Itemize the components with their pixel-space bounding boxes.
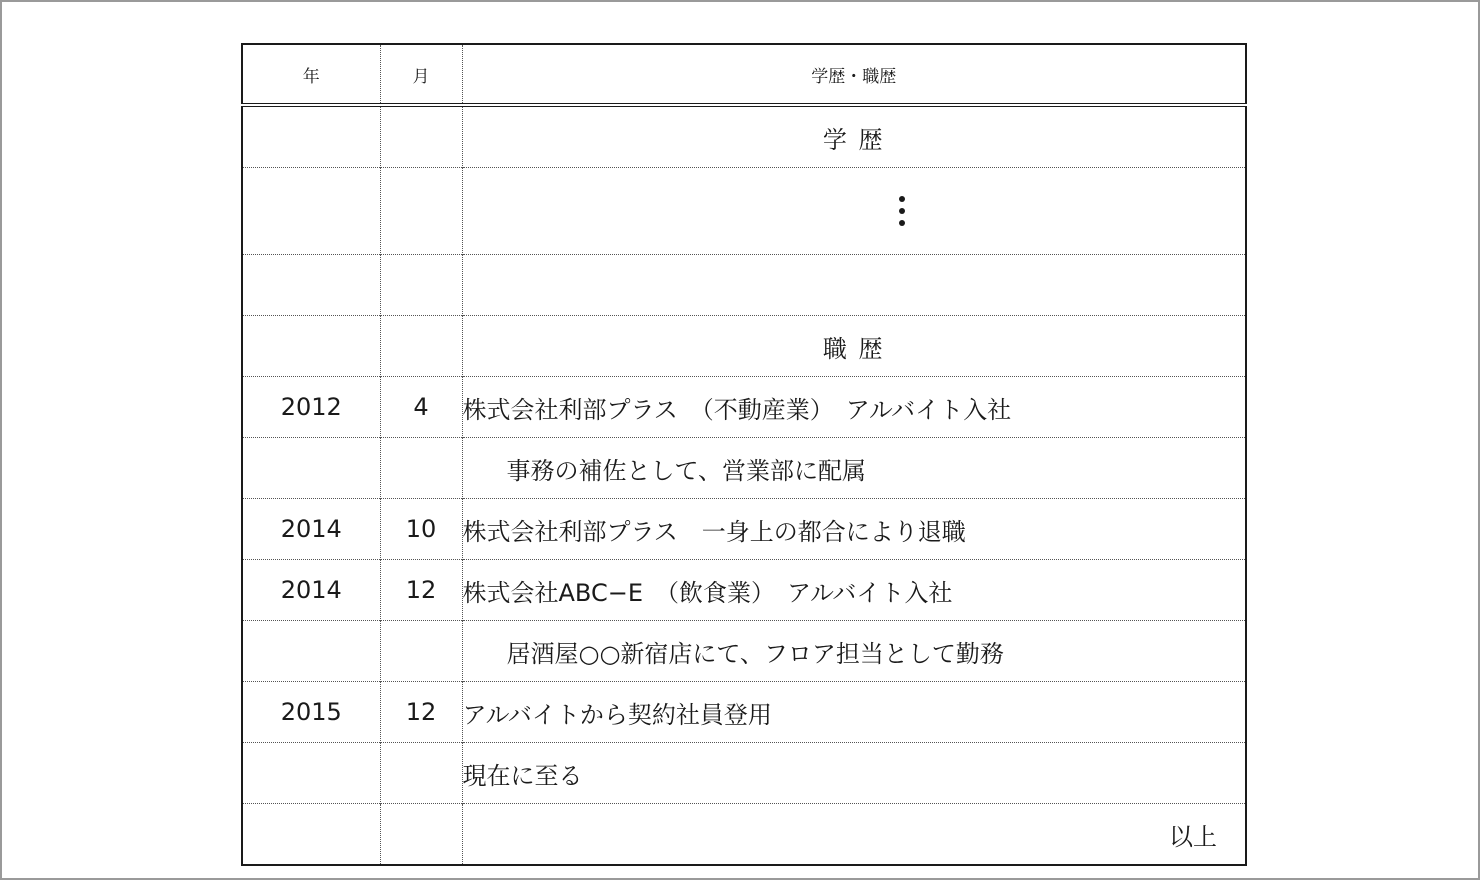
year-cell [242,105,380,168]
month-column-header: 月 [380,44,462,105]
year-cell: 2015 [242,682,380,743]
table-row [242,804,1246,866]
vertical-ellipsis-icon [899,196,905,226]
month-cell [380,621,462,682]
year-cell: 2012 [242,377,380,438]
table-row [242,682,1246,743]
employment-section-heading: 職 歴 [462,316,1246,377]
table-row [242,168,1246,255]
month-cell [380,255,462,316]
description-cell: 株式会社利部プラス （不動産業） アルバイト入社 [462,377,1246,438]
description-cell: アルバイトから契約社員登用 [462,682,1246,743]
month-cell: 10 [380,499,462,560]
year-cell: 2014 [242,560,380,621]
year-cell [242,316,380,377]
year-cell: 2014 [242,499,380,560]
table-header-row [242,44,1246,105]
year-column-header: 年 [242,44,380,105]
table-row [242,743,1246,804]
table-row [242,377,1246,438]
description-cell [462,255,1246,316]
education-employment-table [241,43,1247,866]
year-cell [242,743,380,804]
history-column-header: 学歴・職歴 [462,44,1246,105]
table-row [242,316,1246,377]
table-row [242,499,1246,560]
month-cell [380,438,462,499]
month-cell [380,105,462,168]
month-cell: 4 [380,377,462,438]
table-row [242,438,1246,499]
month-cell: 12 [380,560,462,621]
education-section-heading: 学 歴 [822,125,885,154]
description-cell: 居酒屋○○新宿店にて、フロア担当として勤務 [462,621,1246,682]
year-cell [242,255,380,316]
table-row [242,560,1246,621]
description-cell: 株式会社ABC−E （飲食業） アルバイト入社 [462,560,1246,621]
table-row [242,105,1246,168]
year-cell [242,804,380,866]
year-cell [242,168,380,255]
year-cell [242,621,380,682]
table-row [242,621,1246,682]
description-cell: 株式会社利部プラス 一身上の都合により退職 [462,499,1246,560]
month-cell [380,804,462,866]
description-cell: 事務の補佐として、営業部に配属 [462,438,1246,499]
table-row [242,255,1246,316]
year-cell [242,438,380,499]
month-cell [380,316,462,377]
description-cell: 現在に至る [462,743,1246,804]
month-cell [380,168,462,255]
month-cell [380,743,462,804]
month-cell: 12 [380,682,462,743]
description-cell [462,168,1246,255]
end-marker: 以上 [462,804,1246,866]
